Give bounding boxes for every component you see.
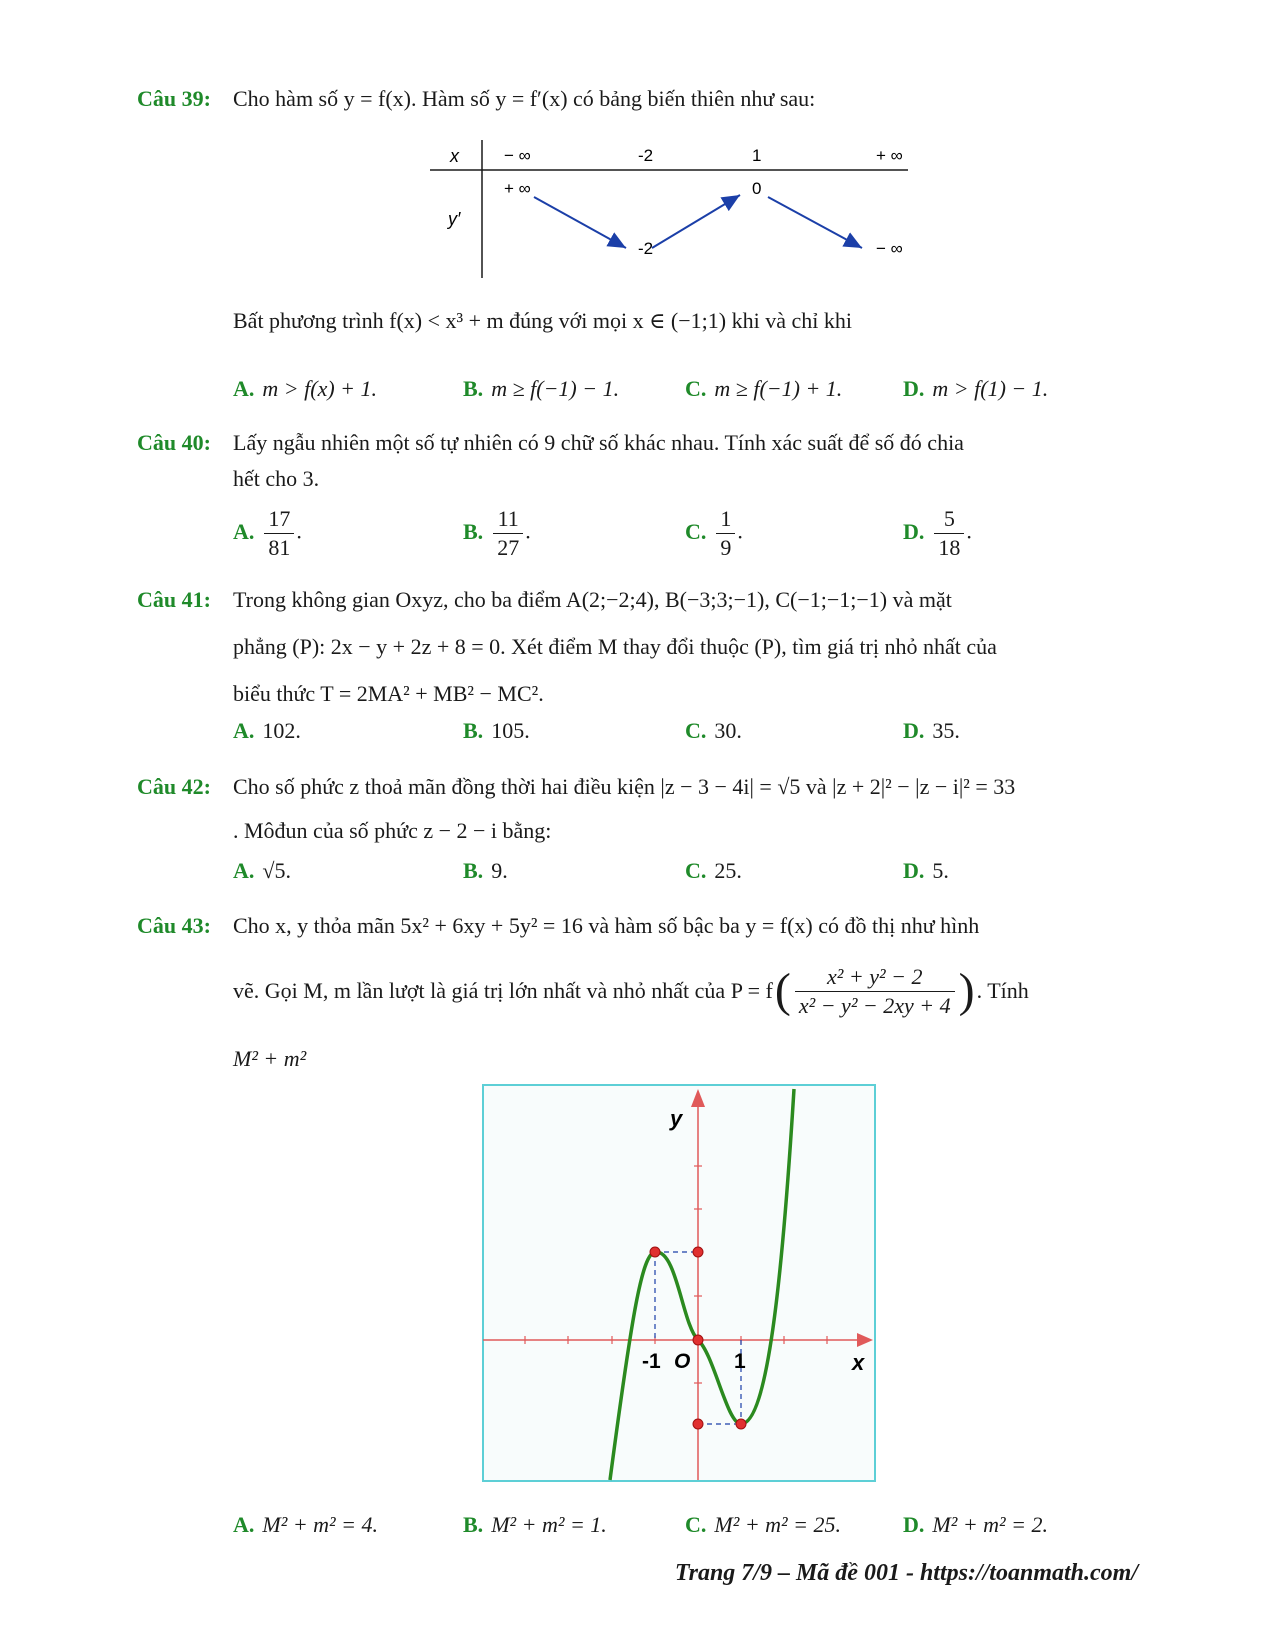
q39-label: Câu 39: — [137, 86, 211, 111]
max-point — [650, 1247, 660, 1257]
table-y-label: y′ — [448, 209, 461, 229]
graph-x-label: x — [852, 1350, 865, 1375]
min-point — [736, 1419, 746, 1429]
q41-answer-d[interactable]: D. 35. — [903, 718, 960, 743]
q42-answer-d[interactable]: D. 5. — [903, 858, 949, 883]
q43-answer-b[interactable]: B. M² + m² = 1. — [463, 1512, 607, 1537]
q43-answer-a[interactable]: A. M² + m² = 4. — [233, 1512, 378, 1537]
graph-tick-m1: -1 — [642, 1350, 661, 1373]
x-val-2: 1 — [752, 146, 762, 165]
q42-answer-a[interactable]: A. √5. — [233, 858, 291, 883]
y-val-3: − ∞ — [876, 239, 903, 258]
y-val-1: -2 — [638, 239, 654, 258]
graph-origin-label: O — [674, 1350, 691, 1373]
y-val-0: + ∞ — [504, 179, 531, 198]
y-min-point — [693, 1419, 703, 1429]
q43-label: Câu 43: — [137, 913, 211, 938]
q40-answer-b[interactable]: B. $\frac{11}{27}$ . — [463, 506, 531, 560]
q40-answer-d[interactable]: D. $\frac{5}{18}$ . — [903, 506, 972, 560]
arrow-up — [652, 195, 740, 248]
q43-answer-c[interactable]: C. M² + m² = 25. — [685, 1512, 841, 1537]
q41-label: Câu 41: — [137, 587, 211, 612]
q43-answer-d[interactable]: D. M² + m² = 2. — [903, 1512, 1048, 1537]
variation-table — [430, 140, 910, 280]
q39-answer-d[interactable]: D. m > f(1) − 1. — [903, 376, 1049, 401]
q40-answer-a[interactable]: A. $\frac{17}{81}$ . — [233, 506, 302, 560]
q39-answer-c[interactable]: C. m ≥ f(−1) + 1. — [685, 376, 843, 401]
q41-answer-c[interactable]: C. 30. — [685, 718, 742, 743]
q41-answer-a[interactable]: A. 102. — [233, 718, 301, 743]
x-val-1: -2 — [638, 146, 654, 165]
arrow-down-2 — [768, 197, 862, 248]
q41-answer-b[interactable]: B. 105. — [463, 718, 530, 743]
q40-label: Câu 40: — [137, 430, 211, 455]
q39-answer-a[interactable]: A. m > f(x) + 1. — [233, 376, 377, 401]
page-footer: Trang 7/9 – Mã đề 001 - https://toanmath.com/ — [674, 1560, 1138, 1586]
graph-tick-1: 1 — [734, 1350, 746, 1373]
q42-answer-c[interactable]: C. 25. — [685, 858, 742, 883]
q42-label: Câu 42: — [137, 774, 211, 799]
table-x-label: x — [450, 146, 459, 166]
graph-y-label: y — [670, 1106, 683, 1131]
cubic-graph — [482, 1084, 878, 1484]
x-val-0: − ∞ — [504, 146, 531, 165]
y-val-2: 0 — [752, 179, 762, 198]
x-val-3: + ∞ — [876, 146, 903, 165]
origin-point — [693, 1335, 703, 1345]
q42-answer-b[interactable]: B. 9. — [463, 858, 508, 883]
arrow-down-1 — [534, 197, 626, 248]
q39-answer-b[interactable]: B. m ≥ f(−1) − 1. — [463, 376, 620, 401]
q40-answer-c[interactable]: C. $\frac{1}{9}$ . — [685, 506, 743, 560]
y-max-point — [693, 1247, 703, 1257]
